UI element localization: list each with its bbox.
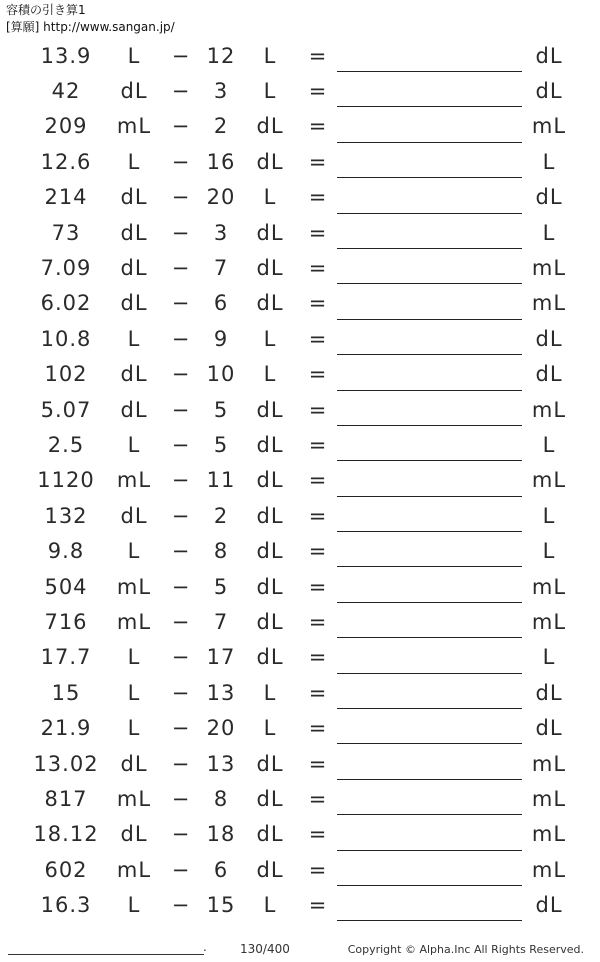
minuend-value: 42 xyxy=(51,79,81,104)
problem-row xyxy=(0,781,600,816)
minus-sign: − xyxy=(171,79,191,104)
problem-row xyxy=(0,463,600,498)
equals-sign: = xyxy=(308,786,328,811)
answer-blank[interactable] xyxy=(337,566,522,567)
equals-sign: = xyxy=(308,680,328,705)
minuend-unit: L xyxy=(127,432,141,457)
subtrahend-value: 6 xyxy=(213,291,229,316)
minus-sign: − xyxy=(171,751,191,776)
minuend-value: 17.7 xyxy=(40,645,92,670)
minuend-value: 15 xyxy=(51,680,81,705)
subtrahend-unit: dL xyxy=(256,822,284,847)
minuend-unit: dL xyxy=(120,291,148,316)
minus-sign: − xyxy=(171,503,191,528)
minuend-unit: L xyxy=(127,149,141,174)
minuend-unit: dL xyxy=(120,79,148,104)
minuend-unit: dL xyxy=(120,503,148,528)
subtrahend-unit: dL xyxy=(256,149,284,174)
problem-row xyxy=(0,180,600,215)
minuend-value: 6.02 xyxy=(40,291,92,316)
answer-blank[interactable] xyxy=(337,814,522,815)
answer-blank[interactable] xyxy=(337,531,522,532)
subtrahend-unit: L xyxy=(263,79,277,104)
equals-sign: = xyxy=(308,751,328,776)
subtrahend-unit: dL xyxy=(256,574,284,599)
subtrahend-value: 7 xyxy=(213,609,229,634)
equals-sign: = xyxy=(308,220,328,245)
problem-row xyxy=(0,533,600,568)
minus-sign: − xyxy=(171,822,191,847)
answer-blank[interactable] xyxy=(337,460,522,461)
minuend-unit: L xyxy=(127,680,141,705)
minuend-unit: L xyxy=(127,539,141,564)
copyright-notice: Copyright © Alpha.Inc All Rights Reserved. xyxy=(347,943,584,956)
answer-unit: L xyxy=(542,432,556,457)
minuend-value: 13.02 xyxy=(33,751,99,776)
source-link[interactable]: [算願] http://www.sangan.jp/ xyxy=(6,20,175,34)
subtrahend-unit: dL xyxy=(256,114,284,139)
minus-sign: − xyxy=(171,574,191,599)
subtrahend-unit: L xyxy=(263,326,277,351)
subtrahend-unit: dL xyxy=(256,539,284,564)
subtrahend-unit: L xyxy=(263,362,277,387)
equals-sign: = xyxy=(308,609,328,634)
minuend-unit: dL xyxy=(120,220,148,245)
minus-sign: − xyxy=(171,645,191,670)
subtrahend-value: 8 xyxy=(213,539,229,564)
answer-blank[interactable] xyxy=(337,885,522,886)
subtrahend-value: 18 xyxy=(206,822,236,847)
answer-blank[interactable] xyxy=(337,602,522,603)
minus-sign: − xyxy=(171,326,191,351)
minuend-unit: mL xyxy=(116,114,152,139)
answer-unit: mL xyxy=(531,857,567,882)
minuend-unit: L xyxy=(127,893,141,918)
minuend-value: 10.8 xyxy=(40,326,92,351)
answer-unit: dL xyxy=(535,79,563,104)
problem-row xyxy=(0,852,600,887)
subtrahend-value: 6 xyxy=(213,857,229,882)
answer-unit: mL xyxy=(531,256,567,281)
minuend-unit: mL xyxy=(116,786,152,811)
minus-sign: − xyxy=(171,539,191,564)
minus-sign: − xyxy=(171,291,191,316)
equals-sign: = xyxy=(308,362,328,387)
equals-sign: = xyxy=(308,149,328,174)
problem-row xyxy=(0,321,600,356)
minuend-value: 1120 xyxy=(37,468,95,493)
subtrahend-value: 5 xyxy=(213,432,229,457)
problem-row xyxy=(0,640,600,675)
minuend-value: 7.09 xyxy=(40,256,92,281)
subtrahend-value: 20 xyxy=(206,716,236,741)
minus-sign: − xyxy=(171,43,191,68)
minus-sign: − xyxy=(171,362,191,387)
answer-blank[interactable] xyxy=(337,425,522,426)
answer-blank[interactable] xyxy=(337,213,522,214)
equals-sign: = xyxy=(308,185,328,210)
minuend-value: 13.9 xyxy=(40,43,92,68)
problem-row xyxy=(0,710,600,745)
problem-row xyxy=(0,38,600,73)
answer-unit: dL xyxy=(535,185,563,210)
answer-blank[interactable] xyxy=(337,319,522,320)
equals-sign: = xyxy=(308,326,328,351)
name-field-line[interactable] xyxy=(8,954,204,955)
minuend-unit: L xyxy=(127,716,141,741)
answer-unit: mL xyxy=(531,574,567,599)
answer-blank[interactable] xyxy=(337,142,522,143)
minus-sign: − xyxy=(171,185,191,210)
answer-unit: mL xyxy=(531,786,567,811)
answer-blank[interactable] xyxy=(337,177,522,178)
answer-blank[interactable] xyxy=(337,850,522,851)
answer-unit: L xyxy=(542,220,556,245)
equals-sign: = xyxy=(308,397,328,422)
subtrahend-value: 16 xyxy=(206,149,236,174)
subtrahend-value: 9 xyxy=(213,326,229,351)
minuend-unit: dL xyxy=(120,751,148,776)
answer-unit: dL xyxy=(535,362,563,387)
minuend-value: 5.07 xyxy=(40,397,92,422)
equals-sign: = xyxy=(308,574,328,599)
answer-blank[interactable] xyxy=(337,637,522,638)
minuend-unit: dL xyxy=(120,256,148,281)
answer-unit: mL xyxy=(531,822,567,847)
problem-row xyxy=(0,604,600,639)
problem-row xyxy=(0,427,600,462)
minuend-value: 102 xyxy=(44,362,88,387)
answer-unit: mL xyxy=(531,291,567,316)
subtrahend-unit: dL xyxy=(256,432,284,457)
minuend-value: 2.5 xyxy=(47,432,85,457)
subtrahend-unit: L xyxy=(263,893,277,918)
minus-sign: − xyxy=(171,220,191,245)
subtrahend-unit: dL xyxy=(256,468,284,493)
subtrahend-unit: dL xyxy=(256,503,284,528)
answer-unit: L xyxy=(542,503,556,528)
minuend-unit: dL xyxy=(120,822,148,847)
answer-blank[interactable] xyxy=(337,248,522,249)
answer-unit: L xyxy=(542,645,556,670)
subtrahend-value: 11 xyxy=(206,468,236,493)
minuend-value: 12.6 xyxy=(40,149,92,174)
answer-unit: dL xyxy=(535,326,563,351)
subtrahend-unit: dL xyxy=(256,291,284,316)
answer-unit: L xyxy=(542,149,556,174)
subtrahend-value: 2 xyxy=(213,114,229,139)
problem-row xyxy=(0,392,600,427)
subtrahend-value: 20 xyxy=(206,185,236,210)
problem-row xyxy=(0,569,600,604)
minuend-value: 209 xyxy=(44,114,88,139)
equals-sign: = xyxy=(308,432,328,457)
answer-unit: dL xyxy=(535,43,563,68)
answer-unit: mL xyxy=(531,751,567,776)
equals-sign: = xyxy=(308,822,328,847)
equals-sign: = xyxy=(308,114,328,139)
answer-blank[interactable] xyxy=(337,71,522,72)
subtrahend-value: 15 xyxy=(206,893,236,918)
minuend-unit: L xyxy=(127,43,141,68)
minus-sign: − xyxy=(171,893,191,918)
problem-row xyxy=(0,357,600,392)
subtrahend-value: 5 xyxy=(213,397,229,422)
subtrahend-value: 12 xyxy=(206,43,236,68)
answer-unit: mL xyxy=(531,114,567,139)
answer-unit: L xyxy=(542,539,556,564)
minuend-value: 21.9 xyxy=(40,716,92,741)
minuend-value: 214 xyxy=(44,185,88,210)
minus-sign: − xyxy=(171,432,191,457)
minuend-value: 817 xyxy=(44,786,88,811)
answer-blank[interactable] xyxy=(337,283,522,284)
problem-row xyxy=(0,73,600,108)
minus-sign: − xyxy=(171,114,191,139)
subtrahend-unit: dL xyxy=(256,397,284,422)
equals-sign: = xyxy=(308,291,328,316)
minus-sign: − xyxy=(171,256,191,281)
equals-sign: = xyxy=(308,503,328,528)
problem-row xyxy=(0,675,600,710)
subtrahend-unit: dL xyxy=(256,256,284,281)
subtrahend-value: 10 xyxy=(206,362,236,387)
answer-blank[interactable] xyxy=(337,743,522,744)
answer-blank[interactable] xyxy=(337,708,522,709)
problem-row xyxy=(0,746,600,781)
minus-sign: − xyxy=(171,716,191,741)
page-number: 130/400 xyxy=(240,942,290,956)
equals-sign: = xyxy=(308,716,328,741)
answer-blank[interactable] xyxy=(337,354,522,355)
minuend-unit: L xyxy=(127,326,141,351)
minuend-unit: dL xyxy=(120,185,148,210)
problem-row xyxy=(0,144,600,179)
minuend-unit: dL xyxy=(120,397,148,422)
subtrahend-unit: dL xyxy=(256,786,284,811)
problem-row xyxy=(0,109,600,144)
problem-row xyxy=(0,817,600,852)
subtrahend-unit: L xyxy=(263,185,277,210)
minuend-unit: mL xyxy=(116,609,152,634)
subtrahend-unit: dL xyxy=(256,857,284,882)
subtrahend-unit: L xyxy=(263,716,277,741)
minuend-value: 602 xyxy=(44,857,88,882)
equals-sign: = xyxy=(308,539,328,564)
subtrahend-unit: L xyxy=(263,43,277,68)
equals-sign: = xyxy=(308,256,328,281)
answer-unit: dL xyxy=(535,680,563,705)
subtrahend-value: 8 xyxy=(213,786,229,811)
subtrahend-value: 13 xyxy=(206,751,236,776)
minuend-unit: mL xyxy=(116,574,152,599)
answer-unit: dL xyxy=(535,893,563,918)
problem-row xyxy=(0,286,600,321)
answer-unit: dL xyxy=(535,716,563,741)
answer-blank[interactable] xyxy=(337,496,522,497)
minuend-unit: dL xyxy=(120,362,148,387)
minuend-value: 18.12 xyxy=(33,822,99,847)
minuend-unit: mL xyxy=(116,857,152,882)
minuend-value: 16.3 xyxy=(40,893,92,918)
subtrahend-value: 3 xyxy=(213,220,229,245)
worksheet-footer xyxy=(0,940,600,960)
footer-dot: . xyxy=(203,940,207,954)
answer-blank[interactable] xyxy=(337,390,522,391)
problem-row xyxy=(0,215,600,250)
answer-unit: mL xyxy=(531,609,567,634)
answer-unit: mL xyxy=(531,468,567,493)
subtrahend-value: 7 xyxy=(213,256,229,281)
subtrahend-unit: dL xyxy=(256,751,284,776)
subtrahend-value: 13 xyxy=(206,680,236,705)
worksheet-header xyxy=(6,2,175,36)
subtrahend-unit: dL xyxy=(256,609,284,634)
minuend-value: 504 xyxy=(44,574,88,599)
minus-sign: − xyxy=(171,609,191,634)
subtrahend-unit: L xyxy=(263,680,277,705)
subtrahend-value: 3 xyxy=(213,79,229,104)
minus-sign: − xyxy=(171,149,191,174)
minuend-value: 9.8 xyxy=(47,539,85,564)
equals-sign: = xyxy=(308,468,328,493)
subtrahend-unit: dL xyxy=(256,220,284,245)
answer-blank[interactable] xyxy=(337,673,522,674)
answer-blank[interactable] xyxy=(337,779,522,780)
equals-sign: = xyxy=(308,857,328,882)
problem-row xyxy=(0,250,600,285)
problem-row xyxy=(0,887,600,922)
subtrahend-value: 2 xyxy=(213,503,229,528)
minus-sign: − xyxy=(171,680,191,705)
minus-sign: − xyxy=(171,468,191,493)
equals-sign: = xyxy=(308,645,328,670)
minus-sign: − xyxy=(171,857,191,882)
minus-sign: − xyxy=(171,786,191,811)
problem-row xyxy=(0,498,600,533)
subtrahend-value: 17 xyxy=(206,645,236,670)
minuend-value: 132 xyxy=(44,503,88,528)
equals-sign: = xyxy=(308,43,328,68)
worksheet-title: 容積の引き算1 xyxy=(6,3,86,17)
equals-sign: = xyxy=(308,79,328,104)
subtrahend-unit: dL xyxy=(256,645,284,670)
subtrahend-value: 5 xyxy=(213,574,229,599)
minus-sign: − xyxy=(171,397,191,422)
minuend-value: 716 xyxy=(44,609,88,634)
equals-sign: = xyxy=(308,893,328,918)
answer-blank[interactable] xyxy=(337,106,522,107)
answer-unit: mL xyxy=(531,397,567,422)
answer-blank[interactable] xyxy=(337,920,522,921)
minuend-unit: mL xyxy=(116,468,152,493)
problem-list xyxy=(0,38,600,923)
minuend-unit: L xyxy=(127,645,141,670)
minuend-value: 73 xyxy=(51,220,81,245)
